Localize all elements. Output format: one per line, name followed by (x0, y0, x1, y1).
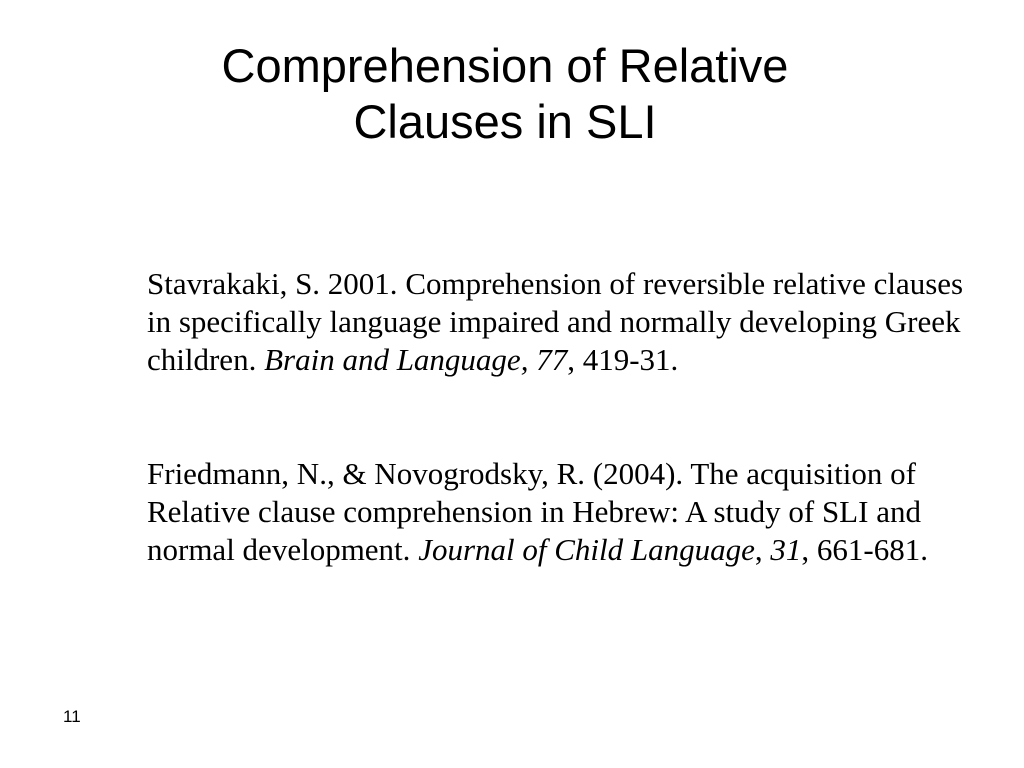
reference-volume: 77 (536, 342, 568, 377)
reference-volume: 31 (770, 532, 802, 567)
reference-authors-year: Friedmann, N., & Novogrodsky, R. (2004). (147, 456, 684, 491)
reference-item (147, 265, 967, 379)
reference-separator: , (754, 532, 771, 567)
reference-pages: , 419-31. (567, 342, 679, 377)
reference-item (147, 455, 967, 569)
reference-journal: Journal of Child Language (418, 532, 755, 567)
slide-title-line-1: Comprehension of Relative (221, 39, 789, 92)
slide-title-line-2: Clauses in SLI (353, 95, 657, 148)
reference-journal: Brain and Language, (264, 342, 529, 377)
reference-pages: , 661-681. (801, 532, 928, 567)
reference-authors-year: Stavrakaki, S. 2001. (147, 266, 398, 301)
reference-list (147, 265, 967, 569)
reference-title: The acquisition of Relative clause comprehension in Hebrew: A study of SLI and normal development. (147, 456, 921, 567)
reference-title: Comprehension of reversible relative clauses in specifically language impaired and normally developing Greek children. (147, 266, 964, 377)
slide-title (0, 38, 1010, 150)
slide-number: 11 (63, 707, 81, 726)
